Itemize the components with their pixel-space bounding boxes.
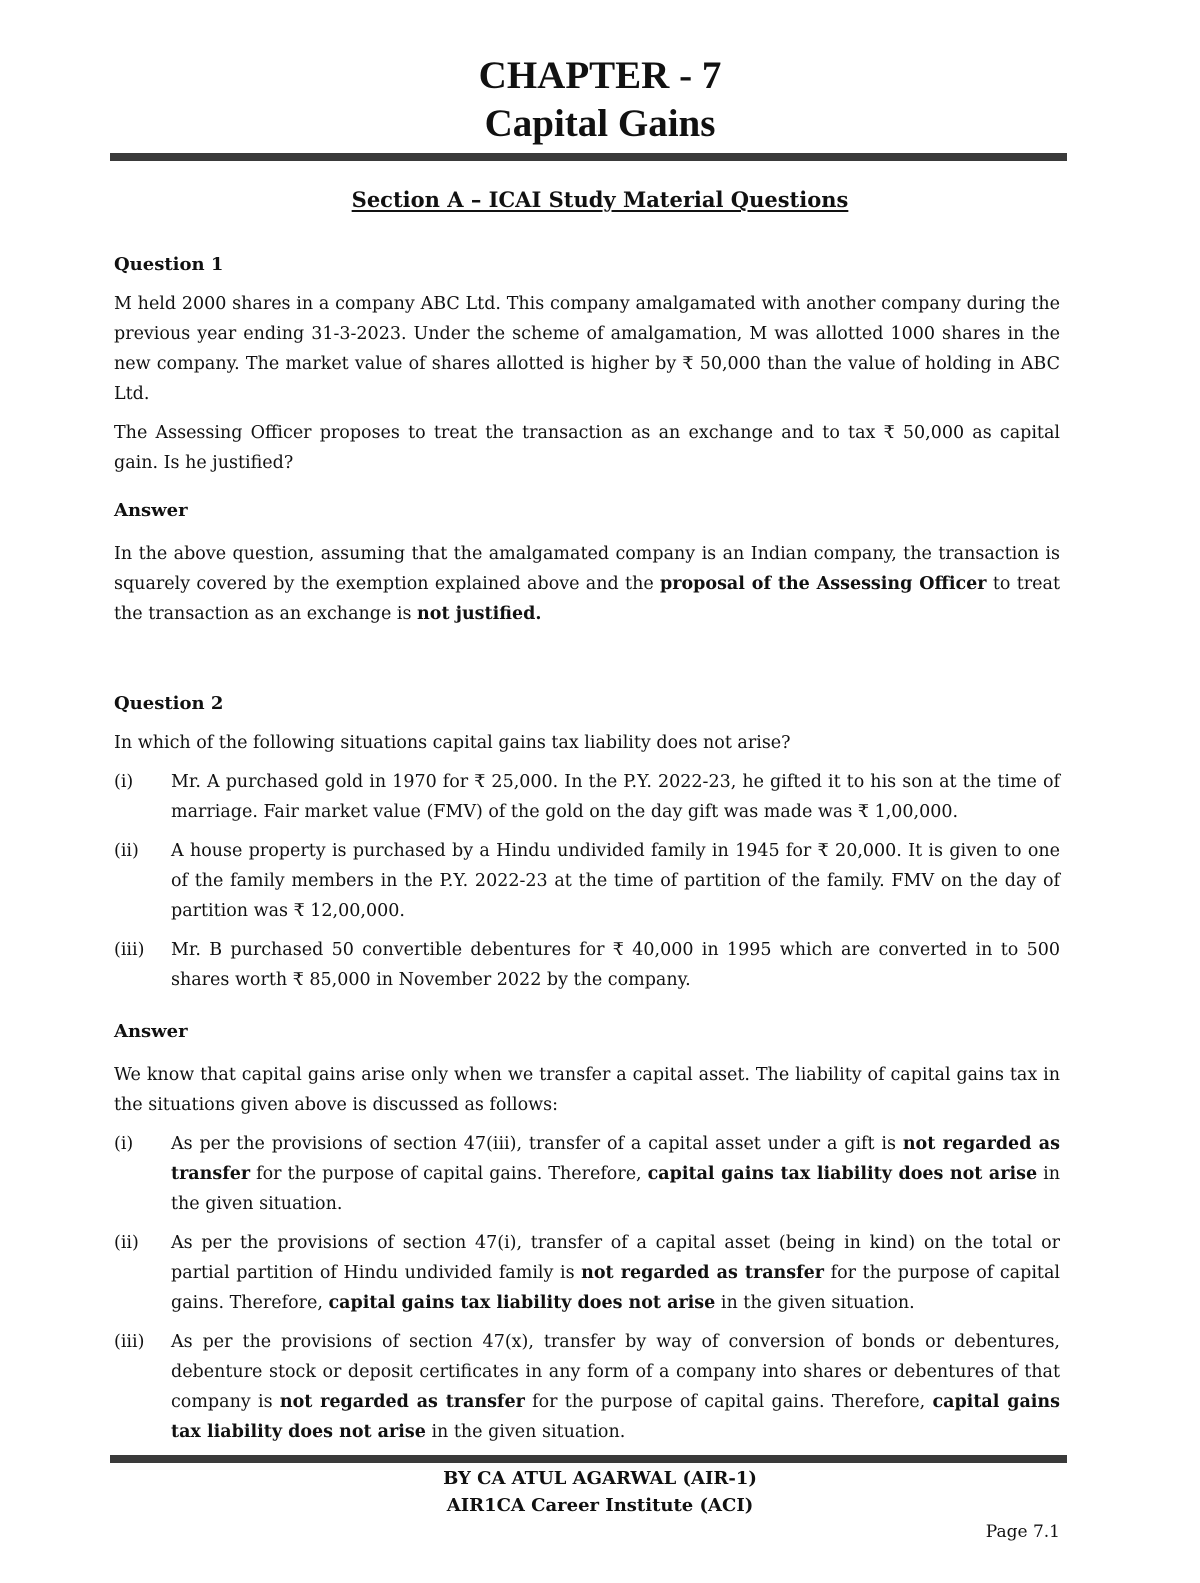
answer-part: As per the provisions of section 47(iii), transfer of a capital asset under a gift is [171,1134,903,1154]
footer-divider [110,1455,1067,1463]
answer-1-part: to treat the transaction as an exchange is [114,574,1060,624]
question-2-heading: Question 2 [114,693,224,714]
answer-emphasis: not regarded as transfer [581,1263,825,1283]
answer-part: in the given situation. [171,1164,1060,1214]
question-2-block [114,689,1060,1004]
answer-1-heading: Answer [114,500,188,521]
answer-1-part: In the above question, assuming that the amalgamated company is an Indian company, the transaction is squarely covered by the exemption explained above and the [114,544,1060,594]
answer-part: for the purpose of capital gains. Therefore, [250,1164,648,1184]
answer-2-block [114,1017,1060,1456]
header-divider [110,153,1067,161]
question-1-block [114,250,1060,487]
answer-2-item [114,1129,1060,1219]
page-number: Page 7.1 [985,1522,1060,1542]
answer-emphasis: not regarded as transfer [171,1134,1060,1184]
item-number: (ii) [114,1233,139,1253]
item-number: (i) [114,772,134,792]
answer-1-emphasis: not justified. [417,604,542,624]
answer-emphasis: capital gains tax liability does not arise [647,1164,1038,1184]
answer-part: As per the provisions of section 47(i), transfer of a capital asset (being in kind) on the total or partial partition of Hindu undivided family is [171,1233,1060,1283]
answer-1-text [114,539,1060,629]
answer-1-emphasis: proposal of the Assessing Officer [660,574,987,594]
answer-2-item [114,1228,1060,1318]
answer-2-item [114,1327,1060,1447]
footer-institute: AIR1CA Career Institute (ACI) [446,1495,754,1516]
question-2-item [114,836,1060,926]
chapter-subtitle: Capital Gains [484,102,716,145]
answer-emphasis: not regarded as transfer [279,1392,525,1412]
item-number: (iii) [114,940,145,960]
item-text: Mr. B purchased 50 convertible debentures for ₹ 40,000 in 1995 which are converted in to 500 shares worth ₹ 85,000 in November 2022 by the company. [171,940,1060,990]
question-2-intro: In which of the following situations capital gains tax liability does not arise? [114,733,791,753]
answer-2-intro: We know that capital gains arise only when we transfer a capital asset. The liability of capital gains tax in the situations given above is discussed as follows: [114,1065,1060,1115]
item-number: (i) [114,1134,134,1154]
answer-part: in the given situation. [715,1293,915,1313]
footer-author: BY CA ATUL AGARWAL (AIR-1) [443,1468,757,1489]
item-text: Mr. A purchased gold in 1970 for ₹ 25,000. In the P.Y. 2022-23, he gifted it to his son at the time of marriage. Fair market value (FMV) of the gold on the day gift was made was ₹ 1,00,000. [171,772,1060,822]
answer-1-block [114,496,1060,638]
item-number: (iii) [114,1332,145,1352]
question-1-heading: Question 1 [114,254,224,275]
question-2-item [114,767,1060,827]
question-1-query: The Assessing Officer proposes to treat the transaction as an exchange and to tax ₹ 50,000 as capital gain. Is he justified? [114,423,1060,473]
question-2-item [114,935,1060,995]
answer-emphasis: capital gains tax liability does not arise [171,1392,1061,1442]
answer-part: As per the provisions of section 47(x), transfer by way of conversion of bonds or debentures, debenture stock or deposit certificates in any form of a company into shares or debentures of that company is [171,1332,1060,1412]
answer-emphasis: capital gains tax liability does not arise [328,1293,716,1313]
section-heading: Section A – ICAI Study Material Questions [351,187,849,212]
answer-part: for the purpose of capital gains. Therefore, [171,1263,1060,1313]
chapter-title: CHAPTER - 7 [478,54,722,97]
answer-part: in the given situation. [425,1422,626,1442]
question-1-text: M held 2000 shares in a company ABC Ltd. This company amalgamated with another company during the previous year ending 31-3-2023. Under the scheme of amalgamation, M was allotted 1000 shares in the new company. The market value of shares allotted is higher by ₹ 50,000 than the value of holding in ABC Ltd. [114,294,1060,404]
item-number: (ii) [114,841,139,861]
answer-part: for the purpose of capital gains. Therefore, [524,1392,933,1412]
item-text: A house property is purchased by a Hindu undivided family in 1945 for ₹ 20,000. It is given to one of the family members in the P.Y. 2022-23 at the time of partition of the family. FMV on the day of partition was ₹ 12,00,000. [171,841,1060,921]
answer-2-heading: Answer [114,1021,188,1042]
